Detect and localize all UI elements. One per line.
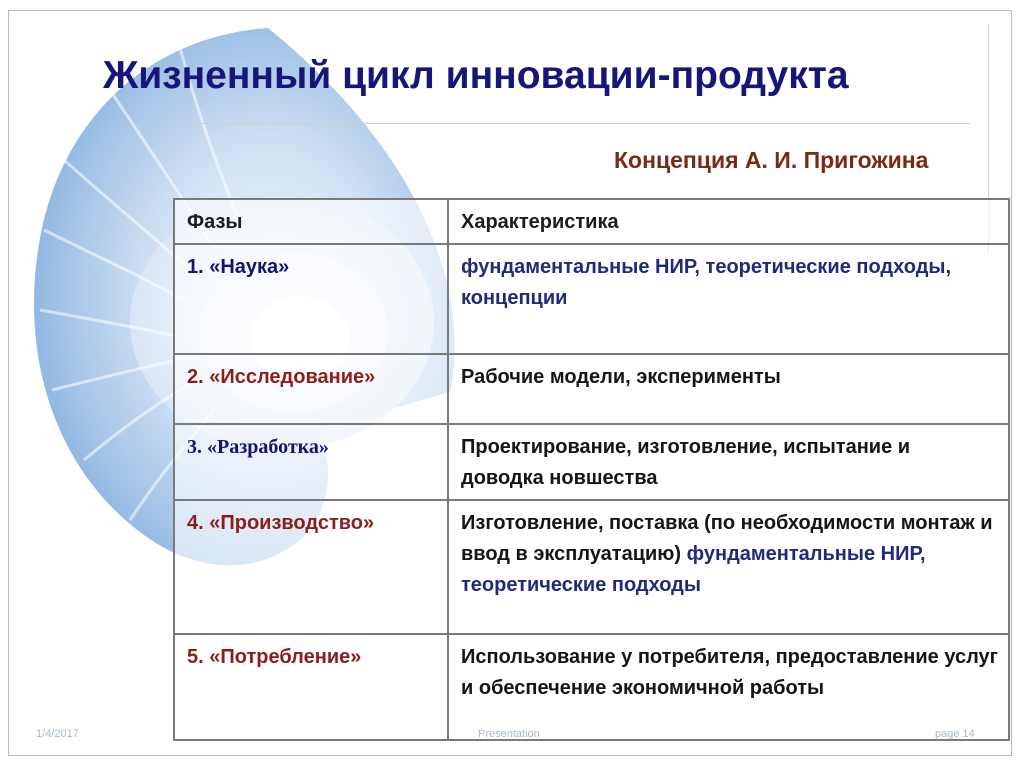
phase-cell: 3. «Разработка» (174, 424, 448, 500)
table-row (174, 354, 1009, 424)
table-row (174, 500, 1009, 634)
phase-cell: 5. «Потребление» (174, 634, 448, 740)
title-underline (180, 123, 970, 124)
footer-page-number: page 14 (935, 728, 975, 740)
description-cell: Проектирование, изготовление, испытание и доводка новшества (448, 424, 1009, 500)
table-header-row (174, 199, 1009, 244)
header-phases: Фазы (174, 199, 448, 244)
table-row (174, 244, 1009, 354)
description-extra-text: фундаментальные НИР, теоретические подходы (461, 543, 926, 596)
slide-title: Жизненный цикл инновации-продукта (103, 54, 849, 97)
description-cell: Рабочие модели, эксперименты (448, 354, 1009, 424)
table-row (174, 634, 1009, 740)
slide-subtitle: Концепция А. И. Пригожина (614, 147, 929, 173)
description-cell (448, 500, 1009, 634)
header-characteristics: Характеристика (448, 199, 1009, 244)
table-row (174, 424, 1009, 500)
phase-cell: 4. «Производство» (174, 500, 448, 634)
description-text: Изготовление, поставка (по необходимости монтаж и ввод в эксплуатацию) (461, 512, 993, 565)
footer-center: Presentation (478, 728, 540, 740)
phase-cell: 1. «Наука» (174, 244, 448, 354)
footer-date: 1/4/2017 (36, 728, 79, 740)
phases-table (173, 198, 1010, 741)
phase-cell: 2. «Исследование» (174, 354, 448, 424)
description-cell: фундаментальные НИР, теоретические подходы, концепции (448, 244, 1009, 354)
description-cell: Использование у потребителя, предоставление услуг и обеспечение экономичной работы (448, 634, 1009, 740)
